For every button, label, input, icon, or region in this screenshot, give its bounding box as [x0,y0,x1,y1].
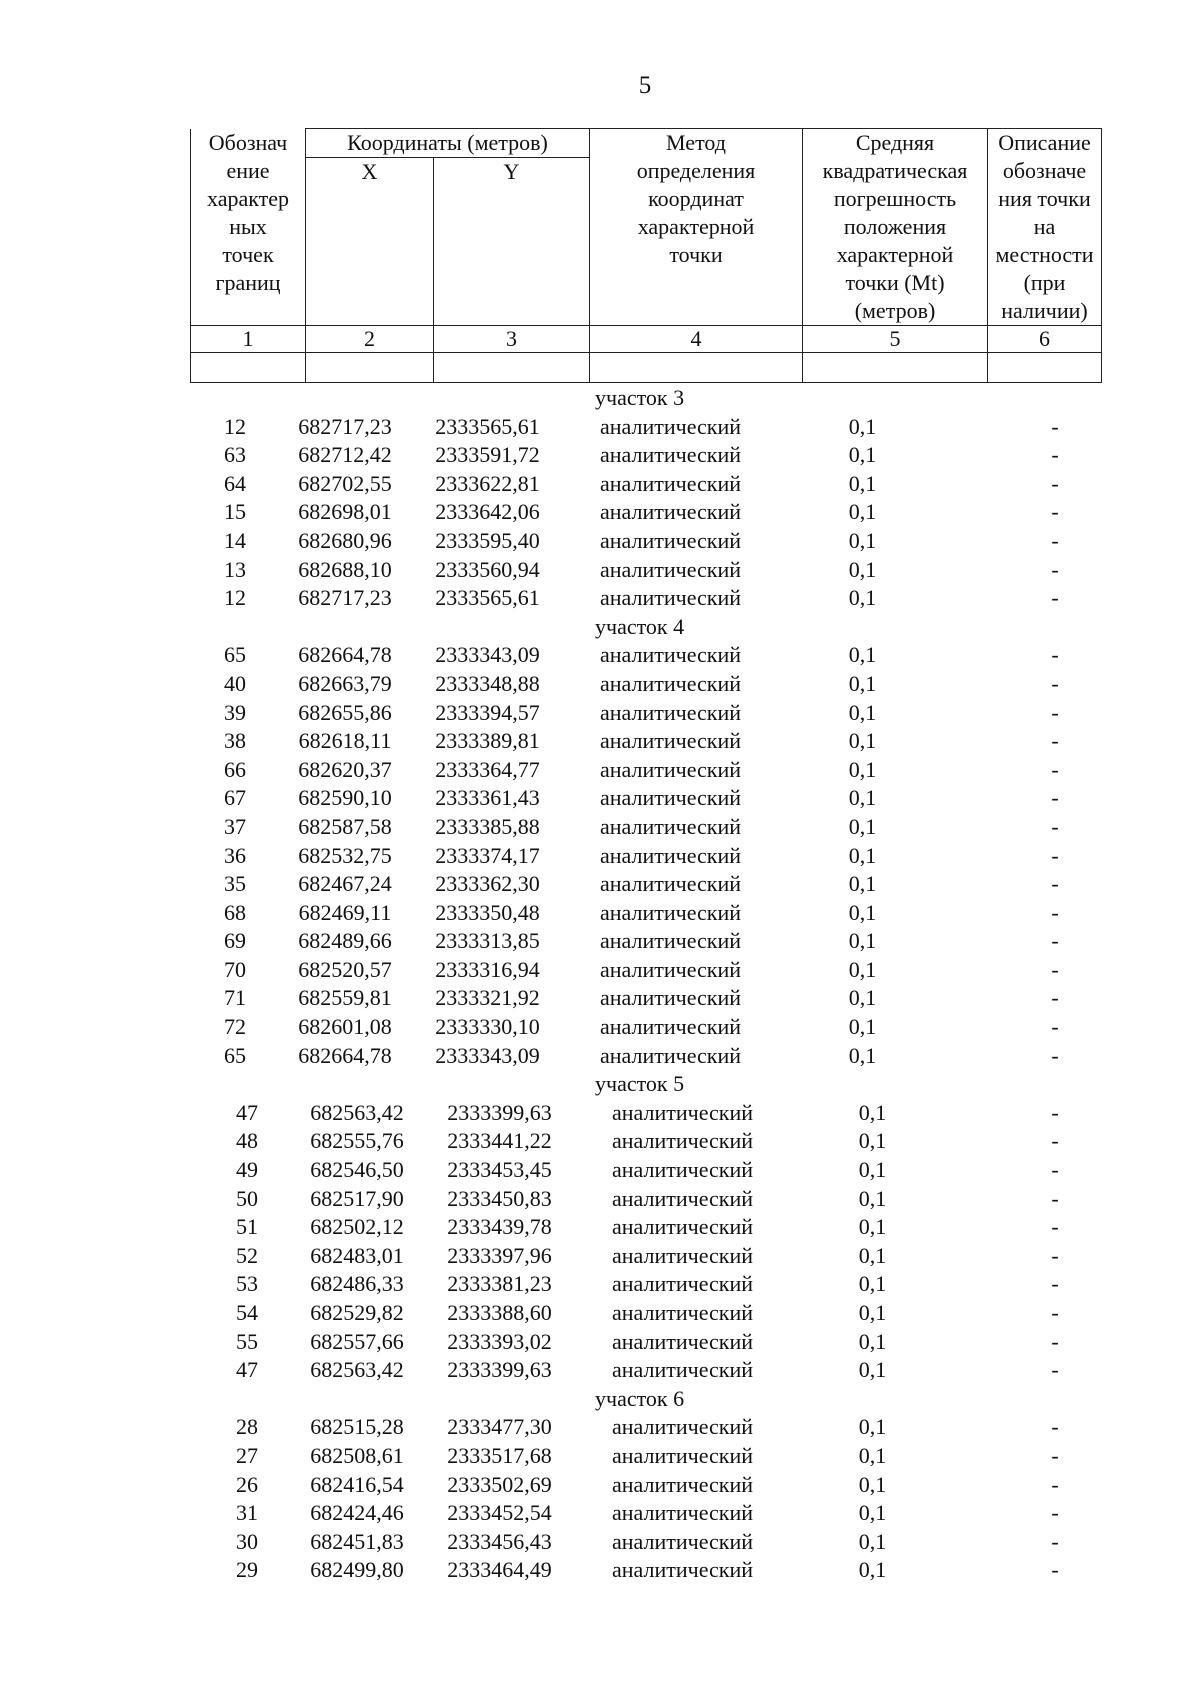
x-coordinate: 682515,28 [310,1414,404,1440]
table-row [190,1413,1101,1442]
description: - [1051,1442,1059,1468]
y-coordinate: 2333456,43 [447,1528,552,1554]
mean-error: 0,1 [858,1528,887,1554]
point-number: 68 [224,899,246,925]
header-column-numbers [191,326,1102,353]
column-number: 2 [306,326,434,353]
point-number: 53 [236,1271,258,1297]
point-number: 55 [236,1328,258,1354]
x-coordinate: 682499,80 [310,1557,404,1583]
table-row [190,784,1101,813]
mean-error: 0,1 [848,899,877,925]
table-row [190,1442,1101,1471]
mean-error: 0,1 [848,956,877,982]
method: аналитический [600,813,742,839]
page-number: 5 [638,72,652,99]
point-number: 38 [224,728,246,754]
y-coordinate: 2333450,83 [447,1185,552,1211]
description: - [1051,842,1059,868]
point-number: 27 [236,1442,258,1468]
x-coordinate: 682702,55 [298,470,392,496]
y-coordinate: 2333350,48 [435,899,540,925]
point-number: 63 [224,442,246,468]
method: аналитический [612,1214,754,1240]
point-number: 67 [224,785,246,811]
table-row [190,470,1101,499]
mean-error: 0,1 [848,785,877,811]
description: - [1051,756,1059,782]
point-number: 47 [236,1357,258,1383]
point-number: 30 [236,1528,258,1554]
section-heading: участок 6 [595,1385,685,1411]
mean-error: 0,1 [858,1471,887,1497]
table-row [190,984,1101,1013]
mean-error: 0,1 [858,1328,887,1354]
method: аналитический [612,1185,754,1211]
y-coordinate: 2333517,68 [447,1442,552,1468]
x-coordinate: 682618,11 [298,728,392,754]
y-coordinate: 2333321,92 [435,985,540,1011]
coordinates-table-body [190,384,1101,1585]
y-coordinate: 2333595,40 [435,527,540,553]
description: - [1051,1528,1059,1554]
description: - [1051,899,1059,925]
description: - [1051,728,1059,754]
x-coordinate: 682546,50 [310,1157,404,1183]
x-coordinate: 682688,10 [298,556,392,582]
point-number: 26 [236,1471,258,1497]
table-row [190,956,1101,985]
mean-error: 0,1 [858,1128,887,1154]
point-number: 65 [224,1042,246,1068]
mean-error: 0,1 [848,642,877,668]
mean-error: 0,1 [858,1557,887,1583]
y-coordinate: 2333464,49 [447,1557,552,1583]
method: аналитический [600,842,742,868]
point-number: 70 [224,956,246,982]
mean-error: 0,1 [848,413,877,439]
description: - [1051,871,1059,897]
point-number: 39 [224,699,246,725]
method: аналитический [600,670,742,696]
description: - [1051,413,1059,439]
method: аналитический [612,1328,754,1354]
mean-error: 0,1 [848,1014,877,1040]
mean-error: 0,1 [848,985,877,1011]
table-row [190,1328,1101,1357]
table-row [190,1556,1101,1585]
header-mean-square-error: Средняя квадратическая погрешность положения характерной точки (Mt) (метров) [803,129,988,326]
description: - [1051,699,1059,725]
x-coordinate: 682520,57 [298,956,392,982]
x-coordinate: 682712,42 [298,442,392,468]
table-row [190,1356,1101,1385]
x-coordinate: 682489,66 [298,928,392,954]
y-coordinate: 2333389,81 [435,728,540,754]
description: - [1051,1042,1059,1068]
point-number: 31 [236,1500,258,1526]
table-row [190,1127,1101,1156]
x-coordinate: 682717,23 [298,413,392,439]
point-number: 36 [224,842,246,868]
method: аналитический [612,1414,754,1440]
y-coordinate: 2333385,88 [435,813,540,839]
method: аналитический [600,728,742,754]
mean-error: 0,1 [848,527,877,553]
description: - [1051,556,1059,582]
table-row [190,1299,1101,1328]
mean-error: 0,1 [848,813,877,839]
point-number: 12 [224,585,246,611]
method: аналитический [612,1500,754,1526]
point-number: 48 [236,1128,258,1154]
description: - [1051,499,1059,525]
description: - [1051,1557,1059,1583]
description: - [1051,1471,1059,1497]
x-coordinate: 682664,78 [298,1042,392,1068]
table-row [190,413,1101,442]
y-coordinate: 2333348,88 [435,670,540,696]
point-number: 35 [224,871,246,897]
column-number: 3 [434,326,590,353]
description: - [1051,1414,1059,1440]
mean-error: 0,1 [848,928,877,954]
section-heading: участок 5 [595,1071,685,1097]
point-number: 54 [236,1300,258,1325]
description: - [1051,1328,1059,1354]
y-coordinate: 2333452,54 [447,1500,552,1526]
y-coordinate: 2333362,30 [435,871,540,897]
method: аналитический [612,1528,754,1554]
mean-error: 0,1 [858,1185,887,1211]
point-number: 40 [224,670,246,696]
mean-error: 0,1 [848,499,877,525]
y-coordinate: 2333361,43 [435,785,540,811]
x-coordinate: 682529,82 [310,1300,404,1325]
column-number: 4 [590,326,803,353]
method: аналитический [600,785,742,811]
description: - [1051,585,1059,611]
method: аналитический [600,556,742,582]
point-number: 15 [224,499,246,525]
x-coordinate: 682424,46 [310,1500,404,1526]
table-row [190,1499,1101,1528]
method: аналитический [600,642,742,668]
point-number: 64 [224,470,246,496]
method: аналитический [612,1128,754,1154]
point-number: 47 [236,1099,258,1125]
description: - [1051,813,1059,839]
method: аналитический [600,470,742,496]
x-coordinate: 682698,01 [298,499,392,525]
method: аналитический [612,1157,754,1183]
table-row [190,1156,1101,1185]
y-coordinate: 2333441,22 [447,1128,552,1154]
mean-error: 0,1 [848,871,877,897]
x-coordinate: 682620,37 [298,756,392,782]
description: - [1051,1185,1059,1211]
mean-error: 0,1 [848,842,877,868]
point-number: 14 [224,527,246,553]
mean-error: 0,1 [848,699,877,725]
mean-error: 0,1 [858,1414,887,1440]
method: аналитический [600,899,742,925]
y-coordinate: 2333343,09 [435,642,540,668]
mean-error: 0,1 [848,442,877,468]
x-coordinate: 682451,83 [310,1528,404,1554]
mean-error: 0,1 [858,1442,887,1468]
table-row [190,899,1101,928]
table-row [190,813,1101,842]
table-row [190,584,1101,613]
method: аналитический [612,1557,754,1583]
description: - [1051,928,1059,954]
table-row [190,1185,1101,1214]
description: - [1051,956,1059,982]
x-coordinate: 682517,90 [310,1185,404,1211]
table-row [190,699,1101,728]
point-number: 50 [236,1185,258,1211]
x-coordinate: 682655,86 [298,699,392,725]
table-row [190,756,1101,785]
point-number: 66 [224,756,246,782]
header-description: Описание обозначе ния точки на местности (при наличии) [988,129,1102,326]
mean-error: 0,1 [858,1214,887,1240]
y-coordinate: 2333622,81 [435,470,540,496]
point-number: 29 [236,1557,258,1583]
table-row [190,727,1101,756]
table-row [190,1528,1101,1557]
y-coordinate: 2333565,61 [435,413,540,439]
description: - [1051,670,1059,696]
description: - [1051,1300,1059,1325]
method: аналитический [612,1242,754,1268]
description: - [1051,1014,1059,1040]
point-number: 72 [224,1014,246,1040]
x-coordinate: 682486,33 [310,1271,404,1297]
column-number: 6 [988,326,1102,353]
y-coordinate: 2333394,57 [435,699,540,725]
y-coordinate: 2333399,63 [447,1357,552,1383]
x-coordinate: 682467,24 [298,871,392,897]
method: аналитический [612,1099,754,1125]
y-coordinate: 2333330,10 [435,1014,540,1040]
header-method: Метод определения координат характерной точки [590,129,803,326]
y-coordinate: 2333502,69 [447,1471,552,1497]
description: - [1051,1242,1059,1268]
x-coordinate: 682469,11 [298,899,392,925]
x-coordinate: 682563,42 [310,1357,404,1383]
point-number: 65 [224,642,246,668]
method: аналитический [600,1014,742,1040]
x-coordinate: 682559,81 [298,985,392,1011]
x-coordinate: 682680,96 [298,527,392,553]
mean-error: 0,1 [858,1099,887,1125]
column-number: 5 [803,326,988,353]
description: - [1051,470,1059,496]
description: - [1051,1214,1059,1240]
table-row [190,641,1101,670]
description: - [1051,1357,1059,1383]
x-coordinate: 682502,12 [310,1214,404,1240]
table-row [190,441,1101,470]
method: аналитический [612,1300,754,1325]
header-coordinates-group: Координаты (метров) [306,129,590,158]
header-blank-row [191,353,1102,383]
mean-error: 0,1 [848,670,877,696]
mean-error: 0,1 [848,585,877,611]
method: аналитический [612,1471,754,1497]
x-coordinate: 682483,01 [310,1242,404,1268]
method: аналитический [600,985,742,1011]
method: аналитический [612,1357,754,1383]
y-coordinate: 2333381,23 [447,1271,552,1297]
table-row [190,1213,1101,1242]
y-coordinate: 2333399,63 [447,1099,552,1125]
column-number: 1 [191,326,306,353]
table-row [190,498,1101,527]
coordinates-table-header [190,128,1102,383]
mean-error: 0,1 [858,1300,887,1325]
point-number: 69 [224,928,246,954]
x-coordinate: 682717,23 [298,585,392,611]
x-coordinate: 682555,76 [310,1128,404,1154]
x-coordinate: 682663,79 [298,670,392,696]
point-number: 13 [224,556,246,582]
mean-error: 0,1 [848,728,877,754]
description: - [1051,985,1059,1011]
point-number: 37 [224,813,246,839]
section-heading: участок 3 [595,385,685,410]
method: аналитический [600,699,742,725]
x-coordinate: 682664,78 [298,642,392,668]
method: аналитический [600,871,742,897]
mean-error: 0,1 [858,1500,887,1526]
table-row [190,1042,1101,1071]
method: аналитический [600,442,742,468]
mean-error: 0,1 [858,1271,887,1297]
table-row [190,1242,1101,1271]
method: аналитический [600,413,742,439]
y-coordinate: 2333397,96 [447,1242,552,1268]
y-coordinate: 2333343,09 [435,1042,540,1068]
method: аналитический [600,499,742,525]
point-number: 49 [236,1157,258,1183]
method: аналитический [600,585,742,611]
method: аналитический [600,527,742,553]
y-coordinate: 2333477,30 [447,1414,552,1440]
y-coordinate: 2333453,45 [447,1157,552,1183]
header-y: Y [434,158,590,326]
x-coordinate: 682590,10 [298,785,392,811]
table-row [190,927,1101,956]
description: - [1051,1500,1059,1526]
description: - [1051,1128,1059,1154]
method: аналитический [600,956,742,982]
x-coordinate: 682587,58 [298,813,392,839]
x-coordinate: 682563,42 [310,1099,404,1125]
x-coordinate: 682416,54 [310,1471,404,1497]
mean-error: 0,1 [858,1157,887,1183]
y-coordinate: 2333642,06 [435,499,540,525]
description: - [1051,1099,1059,1125]
point-number: 71 [224,985,246,1011]
y-coordinate: 2333560,94 [435,556,540,582]
table-row [190,1013,1101,1042]
mean-error: 0,1 [848,556,877,582]
method: аналитический [612,1271,754,1297]
mean-error: 0,1 [858,1242,887,1268]
y-coordinate: 2333388,60 [447,1300,552,1325]
mean-error: 0,1 [848,756,877,782]
method: аналитический [600,756,742,782]
description: - [1051,642,1059,668]
mean-error: 0,1 [848,1042,877,1068]
point-number: 12 [224,413,246,439]
description: - [1051,785,1059,811]
table-row [190,527,1101,556]
y-coordinate: 2333439,78 [447,1214,552,1240]
mean-error: 0,1 [848,470,877,496]
y-coordinate: 2333316,94 [435,956,540,982]
method: аналитический [600,1042,742,1068]
table-row [190,556,1101,585]
x-coordinate: 682557,66 [310,1328,404,1354]
description: - [1051,1157,1059,1183]
method: аналитический [600,928,742,954]
table-row [190,842,1101,871]
y-coordinate: 2333565,61 [435,585,540,611]
point-number: 51 [236,1214,258,1240]
description: - [1051,442,1059,468]
x-coordinate: 682601,08 [298,1014,392,1040]
point-number: 28 [236,1414,258,1440]
header-x: X [306,158,434,326]
header-point-designation: Обознач ение характер ных точек границ [191,129,306,326]
table-row [190,1270,1101,1299]
y-coordinate: 2333591,72 [435,442,540,468]
method: аналитический [612,1442,754,1468]
table-row [190,1471,1101,1500]
section-heading: участок 4 [595,613,685,639]
description: - [1051,527,1059,553]
table-row [190,1099,1101,1128]
y-coordinate: 2333313,85 [435,928,540,954]
x-coordinate: 682508,61 [310,1442,404,1468]
mean-error: 0,1 [858,1357,887,1383]
x-coordinate: 682532,75 [298,842,392,868]
table-row [190,870,1101,899]
description: - [1051,1271,1059,1297]
point-number: 52 [236,1242,258,1268]
y-coordinate: 2333374,17 [435,842,540,868]
y-coordinate: 2333393,02 [447,1328,552,1354]
y-coordinate: 2333364,77 [435,756,540,782]
table-row [190,670,1101,699]
